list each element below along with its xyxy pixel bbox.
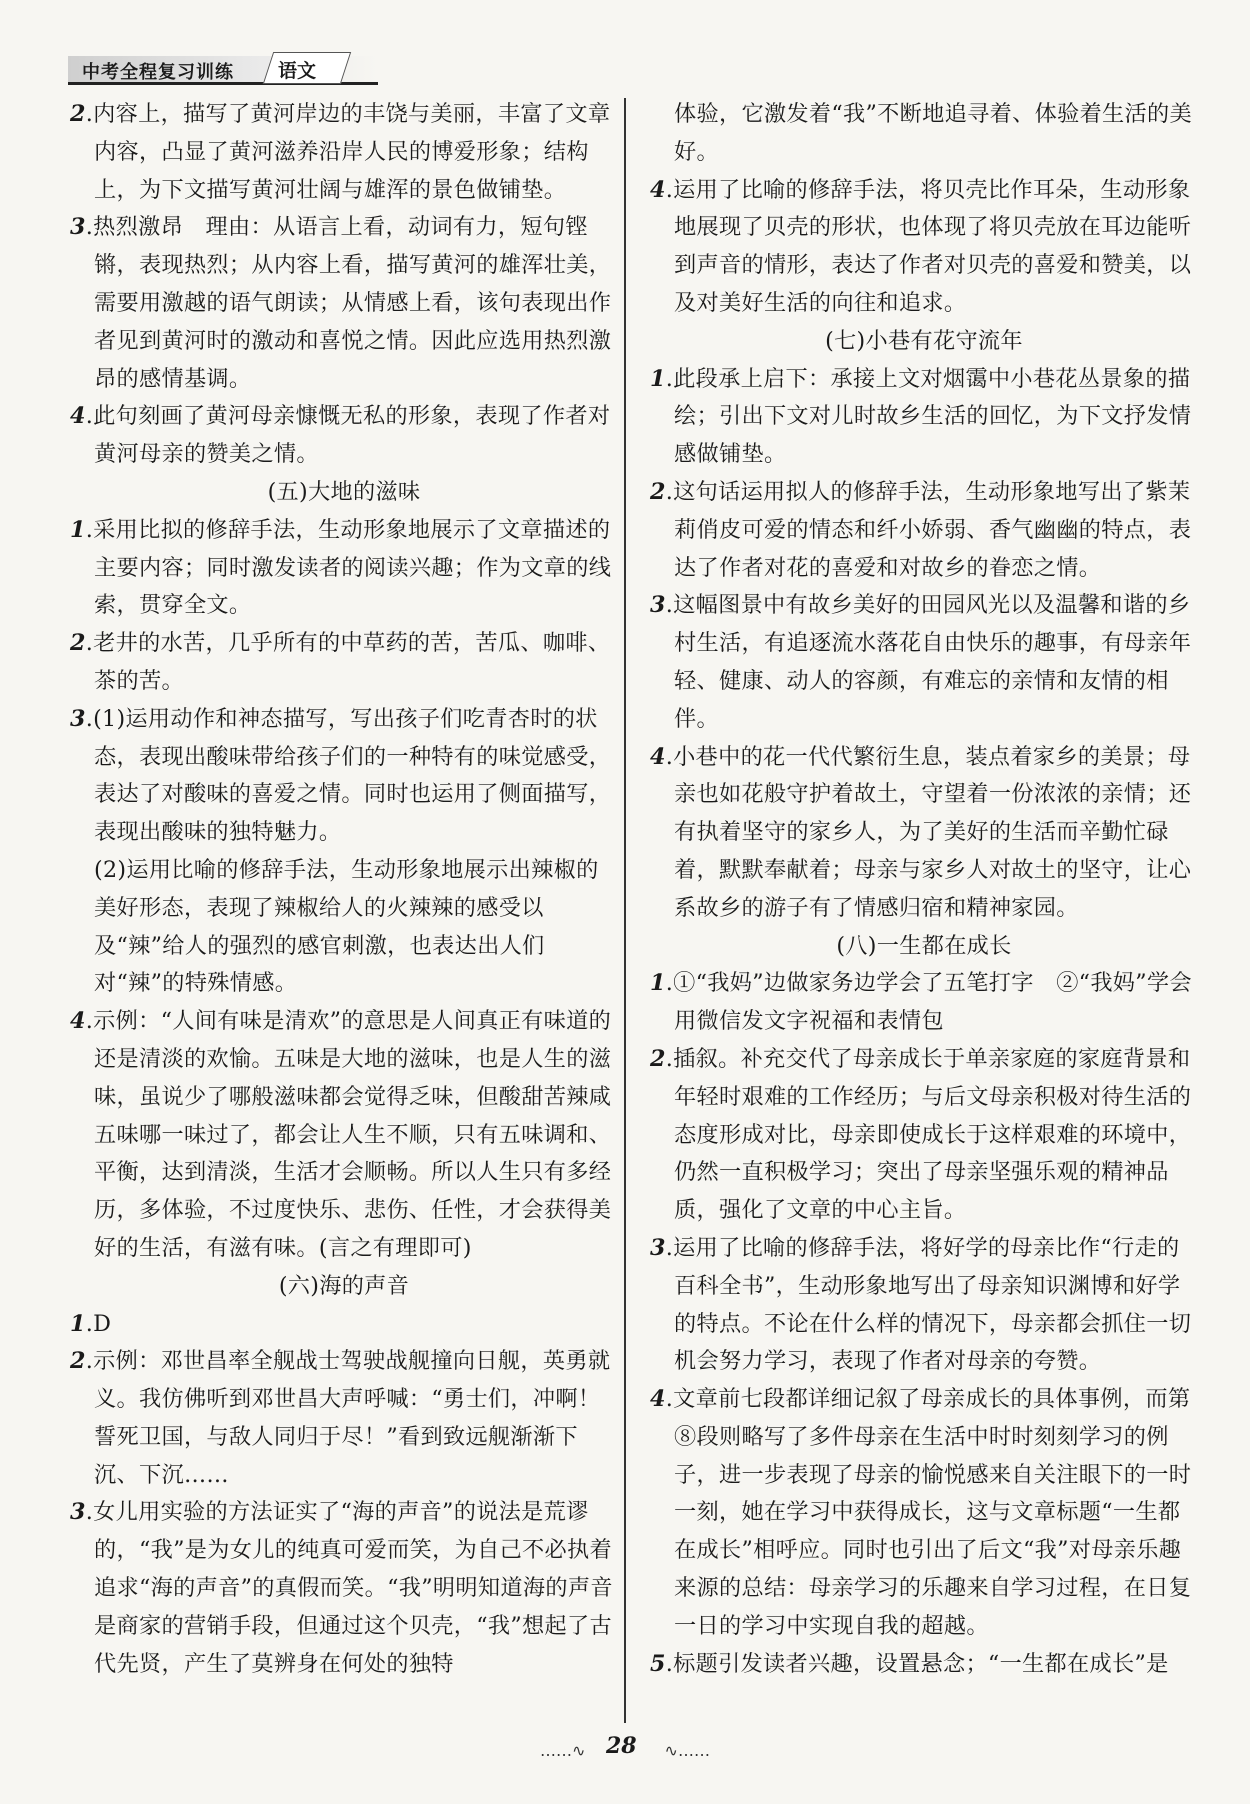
answer-number: 2 [650, 478, 666, 505]
answer-text: .①“我妈”边做家务边学会了五笔打字 ②“我妈”学会用微信发文字祝福和表情包 [665, 970, 1192, 1035]
answer-item [70, 1003, 618, 1268]
answer-text: .D [85, 1310, 112, 1337]
answer-item [650, 361, 1198, 474]
answer-subitem: 体验，它激发着“我”不断地追寻着、体验着生活的美好。 [674, 101, 1193, 165]
answer-number: 4 [650, 176, 666, 203]
answer-text: .这幅图景中有故乡美好的田园风光以及温馨和谐的乡村生活，有追逐流水落花自由快乐的趣事，有母亲年轻、健康、动人的容颜，有难忘的亲情和友情的相伴。 [665, 592, 1192, 732]
answer-number: 4 [650, 1386, 666, 1413]
answer-number: 1 [650, 365, 666, 392]
answer-item [650, 587, 1198, 738]
subject-label: 语文 [278, 60, 317, 82]
answer-item [650, 739, 1198, 928]
answer-number: 1 [650, 970, 666, 997]
answer-item [650, 965, 1198, 1041]
answer-item [70, 1343, 618, 1494]
answer-number: 3 [650, 592, 666, 619]
answer-number: 3 [70, 705, 86, 732]
answer-text: .这句话运用拟人的修辞手法，生动形象地写出了紫茉莉俏皮可爱的情态和纤小娇弱、香气幽幽的特点，表达了作者对花的喜爱和对故乡的眷恋之情。 [665, 478, 1192, 581]
answer-text: .此句刻画了黄河母亲慷慨无私的形象，表现了作者对黄河母亲的赞美之情。 [85, 403, 611, 468]
footer-ornament-left: ‥‥‥∿ [540, 1741, 586, 1760]
answer-number: 1 [70, 516, 86, 543]
answer-number: 2 [650, 1045, 666, 1072]
column-divider [624, 98, 626, 1723]
answer-item [70, 512, 618, 625]
answer-number: 4 [650, 743, 666, 770]
answer-number: 3 [70, 1499, 86, 1526]
answer-number: 5 [650, 1650, 666, 1677]
answer-text: .此段承上启下：承接上文对烟霭中小巷花丛景象的描绘；引出下文对儿时故乡生活的回忆，为下文抒发情感做铺垫。 [665, 365, 1192, 468]
left-column [70, 96, 618, 1683]
book-title: 中考全程复习训练 [82, 62, 234, 83]
answer-number: 2 [70, 630, 86, 657]
answer-item [70, 1306, 618, 1344]
page-header [68, 44, 378, 84]
answer-text: .小巷中的花一代代繁衍生息，装点着家乡的美景；母亲也如花般守护着故土，守望着一份浓浓的亲情；还有执着坚守的家乡人，为了美好的生活而辛勤忙碌着，默默奉献着；母亲与家乡人对故土的坚守，让心系故乡的游子有了情感归宿和精神家园。 [665, 743, 1192, 921]
answer-number: 1 [70, 1310, 86, 1337]
answer-text: .示例：“人间有味是清欢”的意思是人间真正有味道的还是清淡的欢愉。五味是大地的滋味，也是人生的滋味，虽说少了哪般滋味都会觉得乏味，但酸甜苦辣咸五味哪一味过了，都会让人生不顺，只有五味调和、平衡，达到清淡，生活才会顺畅。所以人生只有多经历，多体验，不过度快乐、悲伤、任性，才会获得美好的生活，有滋有味。(言之有理即可) [85, 1008, 612, 1261]
answer-text: .(1)运用动作和神态描写，写出孩子们吃青杏时的状态，表现出酸味带给孩子们的一种特有的味觉感受，表达了对酸味的喜爱之情。同时也运用了侧面描写，表现出酸味的独特魅力。 [85, 705, 612, 846]
answer-item [650, 474, 1198, 587]
answer-text: .采用比拟的修辞手法，生动形象地展示了文章描述的主要内容；同时激发读者的阅读兴趣；作为文章的线索，贯穿全文。 [85, 516, 612, 619]
answer-subitem: (2)运用比喻的修辞手法，生动形象地展示出辣椒的美好形态，表现了辣椒给人的火辣辣的感受以及“辣”给人的强烈的感官刺激，也表达出人们对“辣”的特殊情感。 [94, 856, 599, 997]
section-title: (五)大地的滋味 [267, 478, 421, 505]
answer-item [70, 209, 618, 398]
answer-number: 2 [70, 1348, 86, 1375]
answer-text: .插叙。补充交代了母亲成长于单亲家庭的家庭背景和年轻时艰难的工作经历；与后文母亲积极对待生活的态度形成对比，母亲即使成长于这样艰难的环境中，仍然一直积极学习；突出了母亲坚强乐观的精神品质，强化了文章的中心主旨。 [665, 1045, 1192, 1224]
section-title: (八)一生都在成长 [836, 932, 1012, 959]
answer-item [70, 701, 618, 852]
answer-item [650, 1381, 1198, 1646]
answer-text: .文章前七段都详细记叙了母亲成长的具体事例，而第⑧段则略写了多件母亲在生活中时时刻刻学习的例子，进一步表现了母亲的愉悦感来自关注眼下的一时一刻，她在学习中获得成长，这与文章标题“一生都在成长”相呼应。同时也引出了后文“我”对母亲乐趣来源的总结：母亲学习的乐趣来自学习过程，在日复一日的学习中实现自我的超越。 [665, 1386, 1192, 1639]
answer-item [650, 172, 1198, 323]
right-column [650, 96, 1198, 1683]
answer-number: 4 [70, 403, 86, 430]
answer-text: .标题引发读者兴趣，设置悬念；“一生都在成长”是 [665, 1650, 1169, 1677]
answer-text: .运用了比喻的修辞手法，将好学的母亲比作“行走的百科全书”，生动形象地写出了母亲知识渊博和好学的特点。不论在什么样的情况下，母亲都会抓住一切机会努力学习，表现了作者对母亲的夸赞。 [665, 1234, 1192, 1375]
answer-text: .运用了比喻的修辞手法，将贝壳比作耳朵，生动形象地展现了贝壳的形状，也体现了将贝壳放在耳边能听到声音的情形，表达了作者对贝壳的喜爱和赞美，以及对美好生活的向往和追求。 [665, 176, 1192, 316]
answer-item [650, 1041, 1198, 1230]
answer-text: .老井的水苦，几乎所有的中草药的苦，苦瓜、咖啡、茶的苦。 [85, 630, 611, 694]
answer-number: 3 [650, 1234, 666, 1261]
answer-number: 4 [70, 1008, 86, 1035]
answer-item [70, 398, 618, 474]
answer-text: .内容上，描写了黄河岸边的丰饶与美丽，丰富了文章内容，凸显了黄河滋养沿岸人民的博爱形象；结构上，为下文描写黄河壮阔与雄浑的景色做铺垫。 [85, 101, 611, 203]
answer-text: .示例：邓世昌率全舰战士驾驶战舰撞向日舰，英勇就义。我仿佛听到邓世昌大声呼喊：“勇士们，冲啊！誓死卫国，与敌人同归于尽！”看到致远舰渐渐下沉、下沉…… [85, 1348, 611, 1488]
section-title: (六)海的声音 [278, 1272, 410, 1299]
footer-ornament-right: ∿‥‥‥ [664, 1741, 710, 1760]
answer-text: .女儿用实验的方法证实了“海的声音”的说法是荒谬的，“我”是为女儿的纯真可爱而笑，为自己不必执着追求“海的声音”的真假而笑。“我”明明知道海的声音是商家的营销手段，但通过这个贝壳，“我”想起了古代先贤，产生了莫辨身在何处的独特 [85, 1499, 613, 1677]
answer-item [70, 96, 618, 209]
answer-item [70, 1494, 618, 1683]
answer-item [650, 1230, 1198, 1381]
answer-item [70, 625, 618, 701]
answer-number: 2 [70, 101, 86, 127]
page-number: 28 [606, 1733, 637, 1759]
answer-number: 3 [70, 214, 86, 241]
answer-item [650, 1646, 1198, 1684]
page-footer [540, 1733, 710, 1763]
answer-text: .热烈激昂 理由：从语言上看，动词有力，短句铿锵，表现热烈；从内容上看，描写黄河的雄浑壮美，需要用激越的语气朗读；从情感上看，该句表现出作者见到黄河时的激动和喜悦之情。因此应选用热烈激昂的感情基调。 [85, 214, 612, 392]
section-title: (七)小巷有花守流年 [825, 327, 1023, 354]
